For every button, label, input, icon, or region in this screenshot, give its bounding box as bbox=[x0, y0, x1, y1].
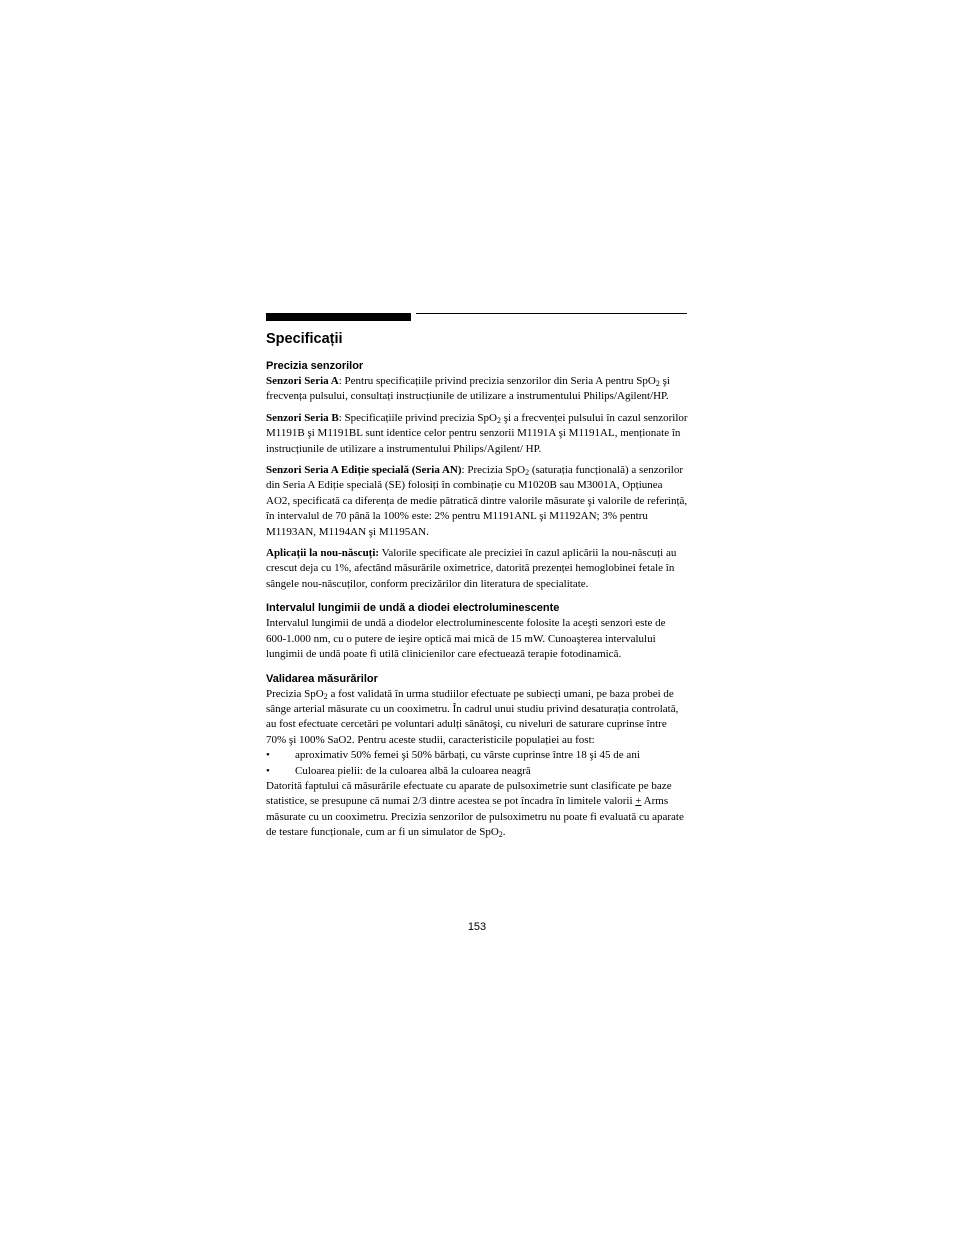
plus-minus-symbol: + bbox=[635, 795, 642, 808]
paragraph-newborn: Aplicații la nou-născuți: Valorile specificate ale preciziei în cazul aplicării la nou-născuți au crescut deja cu 1%, afectând măsurările oximetrice, datorită prezenței hemoglobinei fetale în sângele nou-născuților, conform precizărilor din literatura de specialitate. bbox=[266, 547, 677, 590]
section-led-wavelength bbox=[266, 601, 688, 662]
list-item: • Culoarea pielii: de la culoarea albă la culoarea neagră bbox=[266, 764, 688, 779]
page-title: Specificații bbox=[266, 331, 343, 347]
paragraph-series-a: Senzori Seria A: Pentru specificațiile privind precizia senzorilor din Seria A pentru SpO$_2$ şi frecvența pulsului, consultați instrucțiunile de utilizare a instrumentului Philips/Agilent/HP. bbox=[266, 375, 670, 403]
paragraph-wavelength: Intervalul lungimii de undă a diodelor electroluminescente folosite la aceşti senzori este de 600-1.000 nm, cu o putere de ieşire optică mai mică de 15 mW. Cunoaşterea intervalului lungimii de undă poate fi utilă clinicienilor care efectuează terapie fotodinamică. bbox=[266, 617, 666, 661]
page-number: 153 bbox=[467, 921, 487, 933]
paragraph-validation-statistics: Datorită faptului că măsurările efectuate cu aparate de pulsoximetrie sunt clasificate pe baze statistice, se presupune că numai 2/3 dintre acestea se pot încadra în limitele valorii + Arms măsurate cu un cooximetru. Precizia senzorilor de pulsoximetru nu poate fi evaluată cu aparate de testare funcționale, cum ar fi un simulator de SpO$_2$. bbox=[266, 779, 684, 840]
term-label: Aplicații la nou-născuți: bbox=[266, 547, 380, 560]
list-item: • aproximativ 50% femei şi 50% bărbați, cu vârste cuprinse între 18 şi 45 de ani bbox=[266, 748, 688, 763]
header-rule-thin bbox=[416, 313, 687, 314]
term-label: Senzori Seria A bbox=[266, 375, 339, 387]
section-heading: Precizia senzorilor bbox=[266, 360, 364, 372]
section-validation bbox=[266, 672, 688, 841]
term-label: Senzori Seria B bbox=[266, 411, 339, 424]
bullet-icon: • bbox=[266, 764, 270, 777]
page-content bbox=[266, 330, 688, 841]
header-rule-thick bbox=[266, 313, 411, 321]
section-sensor-accuracy bbox=[266, 359, 688, 592]
bullet-icon: • bbox=[266, 749, 270, 762]
section-heading: Intervalul lungimii de undă a diodei electroluminescente bbox=[266, 602, 560, 615]
population-list bbox=[266, 748, 688, 779]
section-heading: Validarea măsurărilor bbox=[266, 672, 378, 685]
paragraph-series-b: Senzori Seria B: Specificațiile privind precizia SpO$_2$ şi a frecvenței pulsului în cazul senzorilor M1191B şi M1191BL sunt identice celor pentru senzorii M1191A şi M1191AL, menționate în instrucțiunile de utilizare a instrumentului Philips/Agilent/ HP. bbox=[266, 411, 688, 455]
paragraph-validation-intro: Precizia SpO$_2$ a fost validată în urma studiilor efectuate pe subiecți umani, pe baza probei de sânge arterial măsurate cu un cooximetru. În cadrul unui studiu privind desaturația controlată, au fost efectuate cercetări pe voluntari adulți sănătoşi, cu niveluri de saturare cuprinse între 70% şi 100% SaO2. Pentru aceste studii, caracteristicile populației au fost: bbox=[266, 687, 679, 746]
term-label: Senzori Seria A Ediție specială (Seria AN) bbox=[266, 464, 462, 477]
paragraph-series-an: Senzori Seria A Ediție specială (Seria AN): Precizia SpO$_2$ (saturația funcțională) a senzorilor din Seria A Ediție specială (SE) folosiți în combinație cu M1020B sau M3001A, Opțiunea AO2, specificată ca diferența de medie pătratică dintre valorile măsurate şi valorile de referință, în intervalul de 70 până la 100% este: 2% pentru M1191ANL şi M1192AN; 3% pentru M1193AN, M1194AN şi M1195AN. bbox=[266, 464, 688, 538]
